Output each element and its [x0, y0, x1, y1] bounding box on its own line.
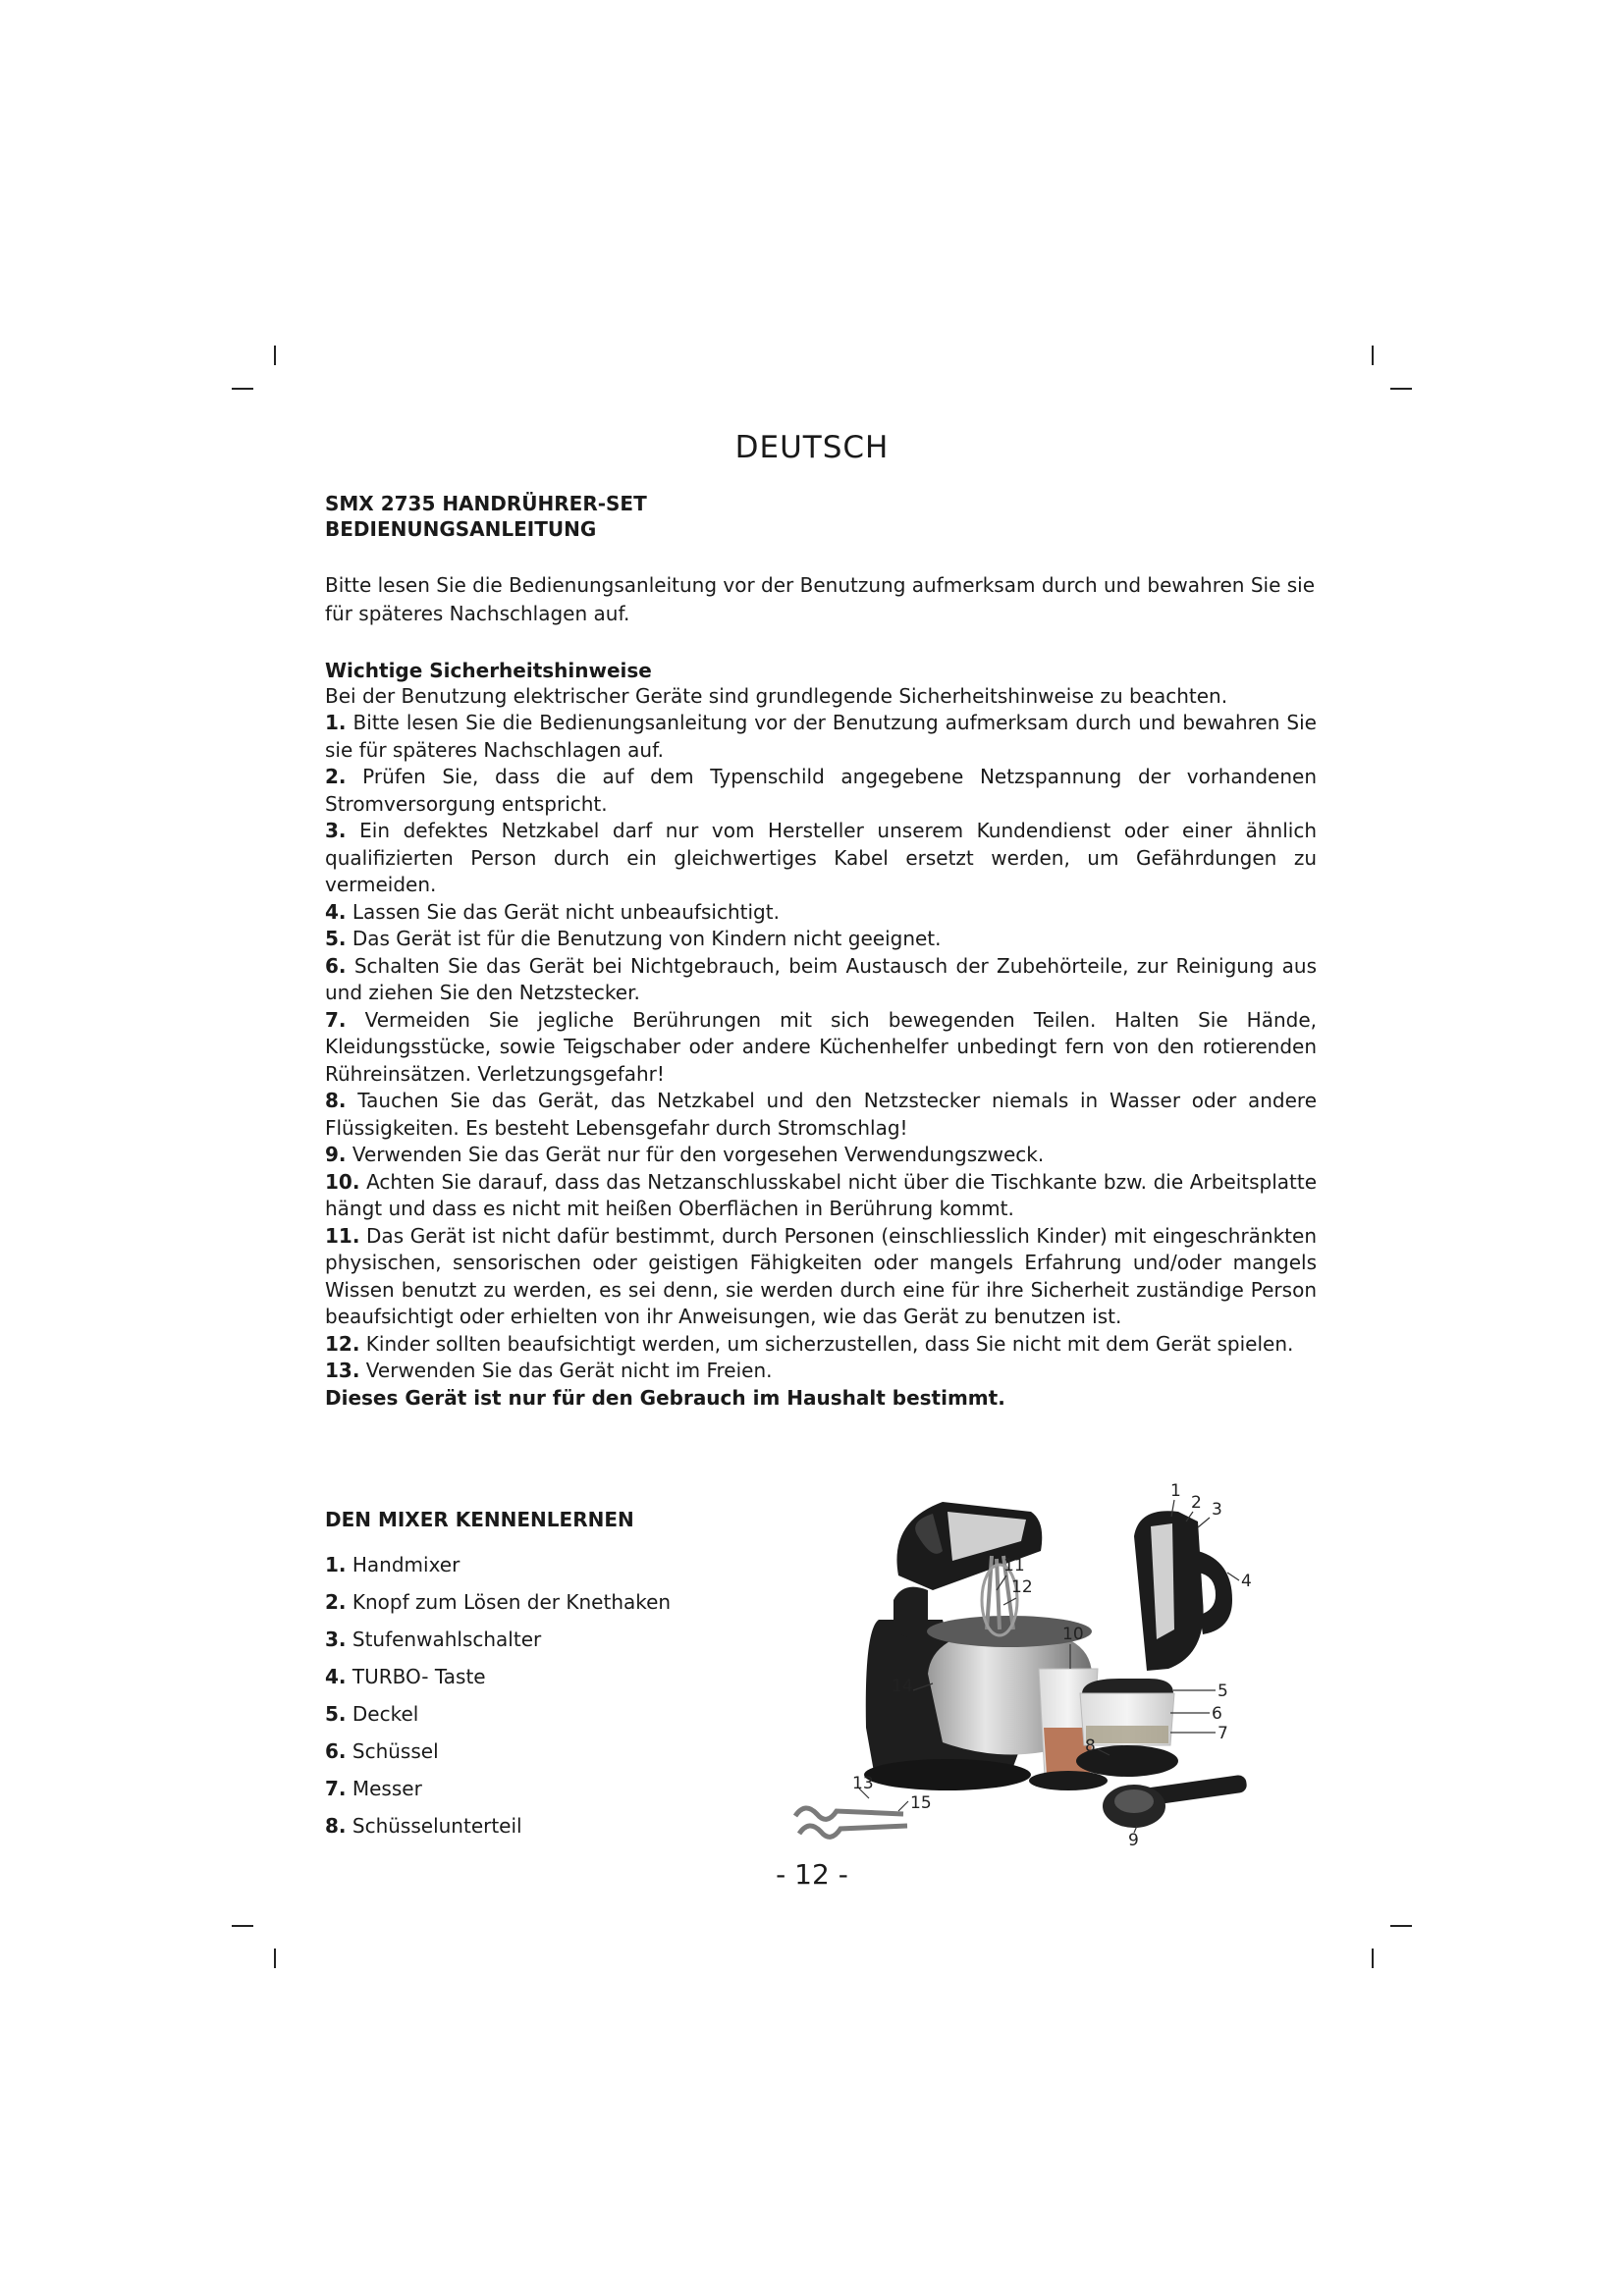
household-note: Dieses Gerät ist nur für den Gebrauch im Haushalt bestimmt. — [325, 1385, 1005, 1410]
safety-item — [325, 953, 1317, 1007]
parts-section — [325, 1507, 747, 1844]
part-item — [325, 1807, 747, 1844]
item-text: Das Gerät ist nicht dafür bestimmt, durch Personen (einschliesslich Kinder) mit eingeschränkten physischen, sensorischen oder geistigen Fähigkeiten oder mangels Erfahrung und/oder mangels Wissen benutzt zu werden, es sei denn, sie werden durch eine für ihre Sicherheit zuständige Person beaufsichtigt oder erhielten von ihr Anweisungen, wie das Gerät zu benutzen ist. — [325, 1223, 1318, 1328]
part-item — [325, 1583, 747, 1621]
safety-item — [325, 1223, 1317, 1331]
part-number: 3. — [325, 1628, 347, 1651]
intro-paragraph: Bitte lesen Sie die Bedienungsanleitung vor der Benutzung aufmerksam durch und bewahren Sie sie für späteres Nachschlagen auf. — [325, 573, 1316, 625]
item-text: Ein defektes Netzkabel darf nur vom Hersteller unserem Kundendienst oder einer ähnlich qualifizierten Person durch ein gleichwertiges Kabel ersetzt werden, um Gefährdungen zu vermeiden. — [325, 819, 1318, 896]
safety-item — [325, 1088, 1317, 1142]
document-title-line: BEDIENUNGSANLEITUNG — [325, 517, 597, 541]
crop-mark-bottom-left-vertical — [274, 1949, 276, 1968]
item-text: Verwenden Sie das Gerät nur für den vorgesehen Verwendungszweck. — [352, 1143, 1045, 1166]
callout-2: 2 — [1191, 1493, 1202, 1513]
callout-13: 13 — [852, 1774, 874, 1793]
callout-1: 1 — [1170, 1482, 1181, 1501]
callout-6: 6 — [1212, 1704, 1222, 1724]
item-number: 4. — [325, 899, 347, 924]
safety-item — [325, 764, 1317, 818]
parts-list — [325, 1546, 747, 1844]
crop-mark-top-right-vertical — [1372, 346, 1374, 365]
safety-list — [325, 710, 1317, 1385]
part-item — [325, 1546, 747, 1583]
item-text: Vermeiden Sie jegliche Berührungen mit sich bewegenden Teilen. Halten Sie Hände, Kleidungsstücke, sowie Teigschaber oder andere Küchenhelfer unbedingt fern von den rotierenden Rühreinsätzen. Verletzungsgefahr! — [325, 1007, 1317, 1086]
item-number: 12. — [325, 1331, 360, 1356]
crop-mark-top-left-vertical — [274, 346, 276, 365]
safety-lead: Bei der Benutzung elektrischer Geräte sind grundlegende Sicherheitshinweise zu beachten. — [325, 684, 1228, 708]
callout-3: 3 — [1212, 1500, 1222, 1520]
item-number: 10. — [325, 1169, 360, 1194]
main-content — [325, 491, 1317, 1412]
callout-9: 9 — [1128, 1831, 1139, 1845]
safety-item — [325, 1169, 1317, 1223]
item-text: Verwenden Sie das Gerät nicht im Freien. — [365, 1359, 773, 1382]
parts-heading: DEN MIXER KENNENLERNEN — [325, 1508, 634, 1531]
item-number: 11. — [325, 1223, 360, 1248]
callout-7: 7 — [1218, 1724, 1228, 1743]
part-number: 2. — [325, 1590, 347, 1614]
part-text: Stufenwahlschalter — [352, 1628, 542, 1651]
safety-item — [325, 1358, 1317, 1385]
safety-item — [325, 899, 1317, 927]
safety-section — [325, 658, 1317, 1412]
part-item — [325, 1770, 747, 1807]
item-number: 1. — [325, 711, 347, 734]
part-text: Schüssel — [352, 1739, 439, 1763]
callout-12: 12 — [1011, 1577, 1033, 1597]
crop-mark-top-left-horizontal — [232, 388, 253, 390]
item-text: Tauchen Sie das Gerät, das Netzkabel und den Netzstecker niemals in Wasser oder andere Flüssigkeiten. Es besteht Lebensgefahr durch Stromschlag! — [325, 1089, 1318, 1140]
crop-mark-top-right-horizontal — [1390, 388, 1412, 390]
item-number: 9. — [325, 1143, 347, 1166]
item-number: 5. — [325, 927, 347, 950]
callout-8: 8 — [1085, 1736, 1096, 1756]
safety-item — [325, 818, 1317, 899]
part-text: Messer — [352, 1777, 422, 1800]
item-number: 3. — [325, 819, 347, 842]
item-text: Bitte lesen Sie die Bedienungsanleitung vor der Benutzung aufmerksam durch und bewahren Sie sie für späteres Nachschlagen auf. — [325, 711, 1317, 762]
part-item — [325, 1621, 747, 1658]
item-number: 6. — [325, 953, 347, 978]
item-number: 7. — [325, 1007, 347, 1032]
document-title-line: SMX 2735 HANDRÜHRER-SET — [325, 492, 647, 515]
callout-4: 4 — [1241, 1572, 1252, 1591]
callout-15: 15 — [910, 1793, 932, 1813]
item-number: 13. — [325, 1359, 360, 1382]
part-text: Deckel — [352, 1702, 419, 1726]
safety-item — [325, 926, 1317, 953]
crop-mark-bottom-right-vertical — [1372, 1949, 1374, 1968]
safety-item — [325, 1331, 1317, 1359]
figure-callout-labels — [785, 1482, 1257, 1845]
part-item — [325, 1695, 747, 1733]
callout-10: 10 — [1062, 1625, 1084, 1644]
part-item — [325, 1733, 747, 1770]
part-number: 7. — [325, 1777, 347, 1800]
part-number: 5. — [325, 1702, 347, 1726]
item-text: Kinder sollten beaufsichtigt werden, um sicherzustellen, dass Sie nicht mit dem Gerät spielen. — [365, 1331, 1294, 1356]
item-number: 8. — [325, 1089, 347, 1112]
part-number: 6. — [325, 1739, 347, 1763]
safety-item — [325, 1007, 1317, 1089]
part-number: 8. — [325, 1814, 347, 1838]
callout-11: 11 — [1003, 1556, 1025, 1575]
part-text: Handmixer — [352, 1553, 460, 1576]
part-text: Schüsselunterteil — [352, 1814, 522, 1838]
page-number: - 12 - — [776, 1858, 848, 1891]
callout-14: 14 — [892, 1677, 913, 1696]
item-text: Schalten Sie das Gerät bei Nichtgebrauch, beim Austausch der Zubehörteile, zur Reinigung aus und ziehen Sie den Netzstecker. — [325, 953, 1317, 1004]
part-item — [325, 1658, 747, 1695]
part-number: 1. — [325, 1553, 347, 1576]
document-title — [325, 491, 1317, 542]
part-text: Knopf zum Lösen der Knethaken — [352, 1590, 672, 1614]
safety-item — [325, 710, 1317, 764]
safety-heading: Wichtige Sicherheitshinweise — [325, 659, 652, 682]
part-text: TURBO- Taste — [352, 1665, 486, 1688]
crop-mark-bottom-left-horizontal — [232, 1925, 253, 1927]
item-text: Prüfen Sie, dass die auf dem Typenschild angegebene Netzspannung der vorhandenen Stromversorgung entspricht. — [325, 765, 1318, 816]
language-heading: DEUTSCH — [734, 430, 890, 465]
item-text: Achten Sie darauf, dass das Netzanschlusskabel nicht über die Tischkante bzw. die Arbeitsplatte hängt und dass es nicht mit heißen Oberflächen in Berührung kommt. — [325, 1169, 1318, 1220]
callout-5: 5 — [1218, 1682, 1228, 1701]
item-number: 2. — [325, 765, 347, 788]
item-text: Das Gerät ist für die Benutzung von Kindern nicht geeignet. — [352, 927, 942, 950]
part-number: 4. — [325, 1665, 347, 1688]
crop-mark-bottom-right-horizontal — [1390, 1925, 1412, 1927]
safety-item — [325, 1142, 1317, 1169]
item-text: Lassen Sie das Gerät nicht unbeaufsichtigt. — [352, 899, 780, 924]
